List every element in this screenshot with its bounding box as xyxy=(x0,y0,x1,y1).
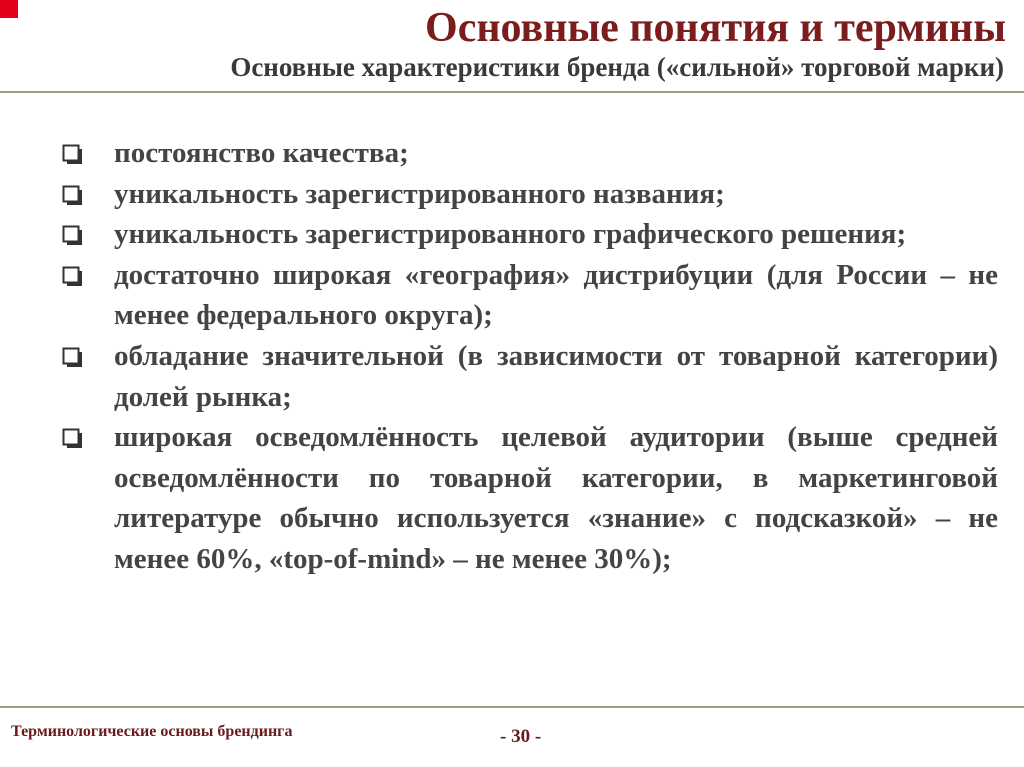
bullet-list xyxy=(62,133,998,580)
header-divider xyxy=(0,91,1024,93)
slide-title: Основные понятия и термины xyxy=(425,5,1006,51)
bullet-text: уникальность зарегистрированного названия; xyxy=(114,177,725,210)
slide-subtitle: Основные характеристики бренда («сильной» торговой марки) xyxy=(230,52,1004,82)
footer-divider xyxy=(0,706,1024,708)
list-item xyxy=(62,255,998,336)
list-item xyxy=(62,174,998,215)
page-number: - 30 - xyxy=(500,726,542,747)
checkbox-square-icon xyxy=(62,417,86,458)
checkbox-square-icon xyxy=(62,133,86,174)
list-item xyxy=(62,214,998,255)
corner-accent-mark xyxy=(0,0,18,18)
bullet-text: широкая осведомлённость целевой аудитории (выше средней осведомлённости по товарной категории, в маркетинговой литературе обычно используется «знание» с подсказкой» – не менее 60%, «top-of-mind» – не менее 30%); xyxy=(114,421,998,575)
list-item xyxy=(62,417,998,579)
bullet-text: достаточно широкая «география» дистрибуции (для России – не менее федерального округа); xyxy=(114,258,998,332)
checkbox-square-icon xyxy=(62,255,86,296)
bullet-text: уникальность зарегистрированного графического решения; xyxy=(114,218,907,251)
footer-course-title: Терминологические основы брендинга xyxy=(11,723,293,740)
checkbox-square-icon xyxy=(62,336,86,377)
list-item xyxy=(62,336,998,417)
checkbox-square-icon xyxy=(62,174,86,215)
bullet-text: постоянство качества; xyxy=(114,137,409,169)
checkbox-square-icon xyxy=(62,214,86,255)
bullet-text: обладание значительной (в зависимости от товарной категории) долей рынка; xyxy=(114,339,998,413)
list-item xyxy=(62,133,998,174)
